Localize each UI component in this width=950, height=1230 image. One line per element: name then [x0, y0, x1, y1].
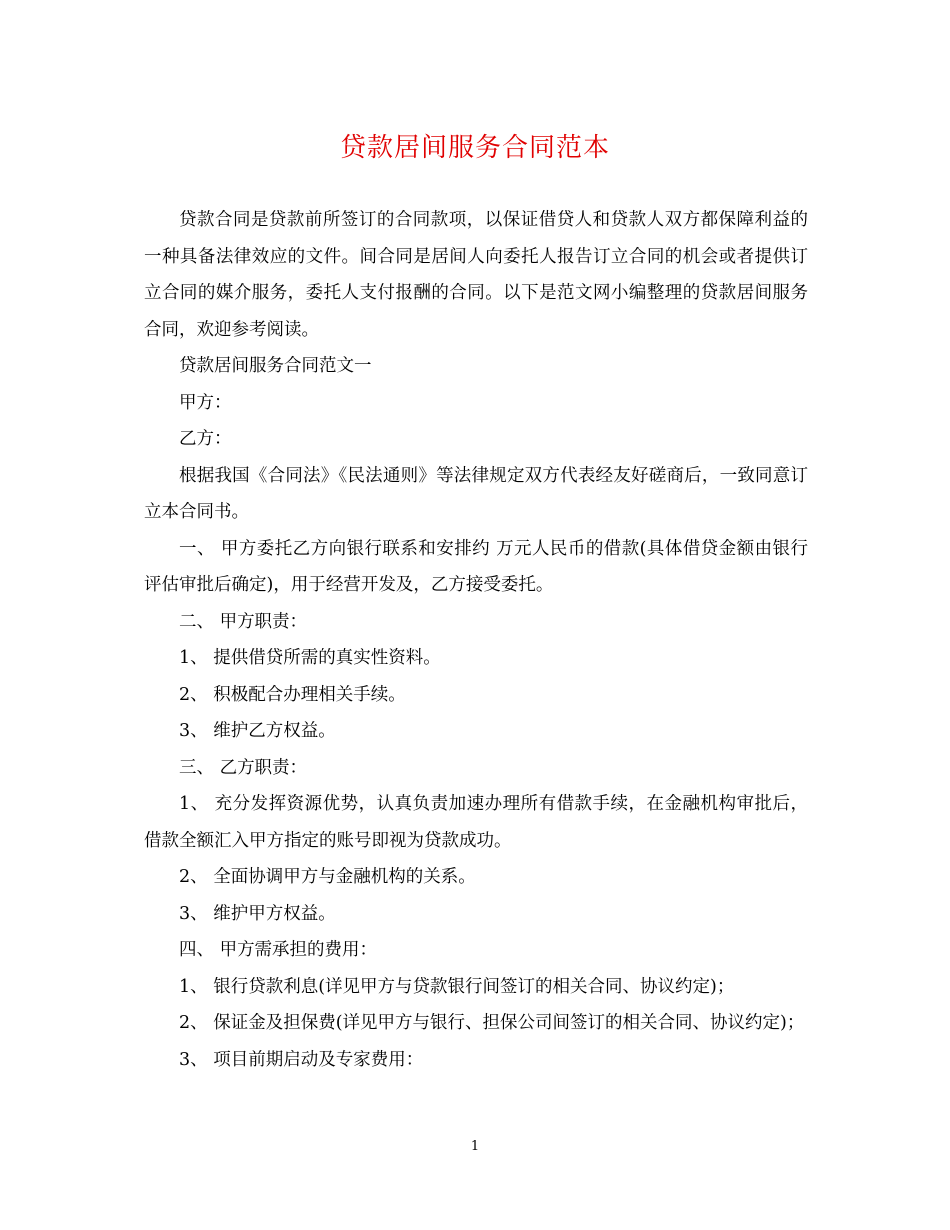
party-a-line: 甲方： — [179, 392, 232, 413]
document-body — [144, 202, 808, 1078]
clause-2-item-3: 3、 维护乙方权益。 — [179, 721, 336, 741]
clause-1: 一、 甲方委托乙方向银行联系和安排约 万元人民币的借款(具体借贷金额由银行评估审批后确定)，用于经营开发及，乙方接受委托。 — [144, 538, 808, 595]
preamble-paragraph: 根据我国《合同法》《民法通则》等法律规定双方代表经友好磋商后，一致同意订立本合同书。 — [144, 465, 808, 522]
party-b-line: 乙方： — [179, 429, 232, 449]
clause-4-item-2: 2、 保证金及担保费(详见甲方与银行、担保公司间签订的相关合同、协议约定)； — [179, 1013, 805, 1033]
clause-4-item-3: 3、 项目前期启动及专家费用： — [179, 1049, 424, 1070]
clause-4-item-1: 1、 银行贷款利息(详见甲方与贷款银行间签订的相关合同、协议约定)； — [179, 976, 735, 997]
clause-2-item-1: 1、 提供借贷所需的真实性资料。 — [179, 648, 441, 668]
section-heading: 贷款居间服务合同范文一 — [179, 356, 372, 376]
clause-3-item-1: 1、 充分发挥资源优势，认真负责加速办理所有借款手续，在金融机构审批后，借款全额汇入甲方指定的账号即视为贷款成功。 — [144, 794, 808, 851]
page-number: 1 — [470, 1139, 480, 1154]
clause-3-item-3: 3、 维护甲方权益。 — [179, 903, 336, 924]
clause-2-heading: 二、 甲方职责： — [179, 611, 308, 632]
clause-3-heading: 三、 乙方职责： — [179, 757, 308, 778]
intro-paragraph: 贷款合同是贷款前所签订的合同款项，以保证借贷人和贷款人双方都保障利益的一种具备法律效应的文件。间合同是居间人向委托人报告订立合同的机会或者提供订立合同的媒介服务，委托人支付报酬的合同。以下是范文网小编整理的贷款居间服务合同，欢迎参考阅读。 — [144, 210, 808, 340]
clause-3-item-2: 2、 全面协调甲方与金融机构的关系。 — [179, 867, 476, 887]
clause-2-item-2: 2、 积极配合办理相关手续。 — [179, 684, 406, 705]
document-title: 贷款居间服务合同范本 — [339, 133, 610, 163]
clause-4-heading: 四、 甲方需承担的费用： — [179, 940, 378, 960]
